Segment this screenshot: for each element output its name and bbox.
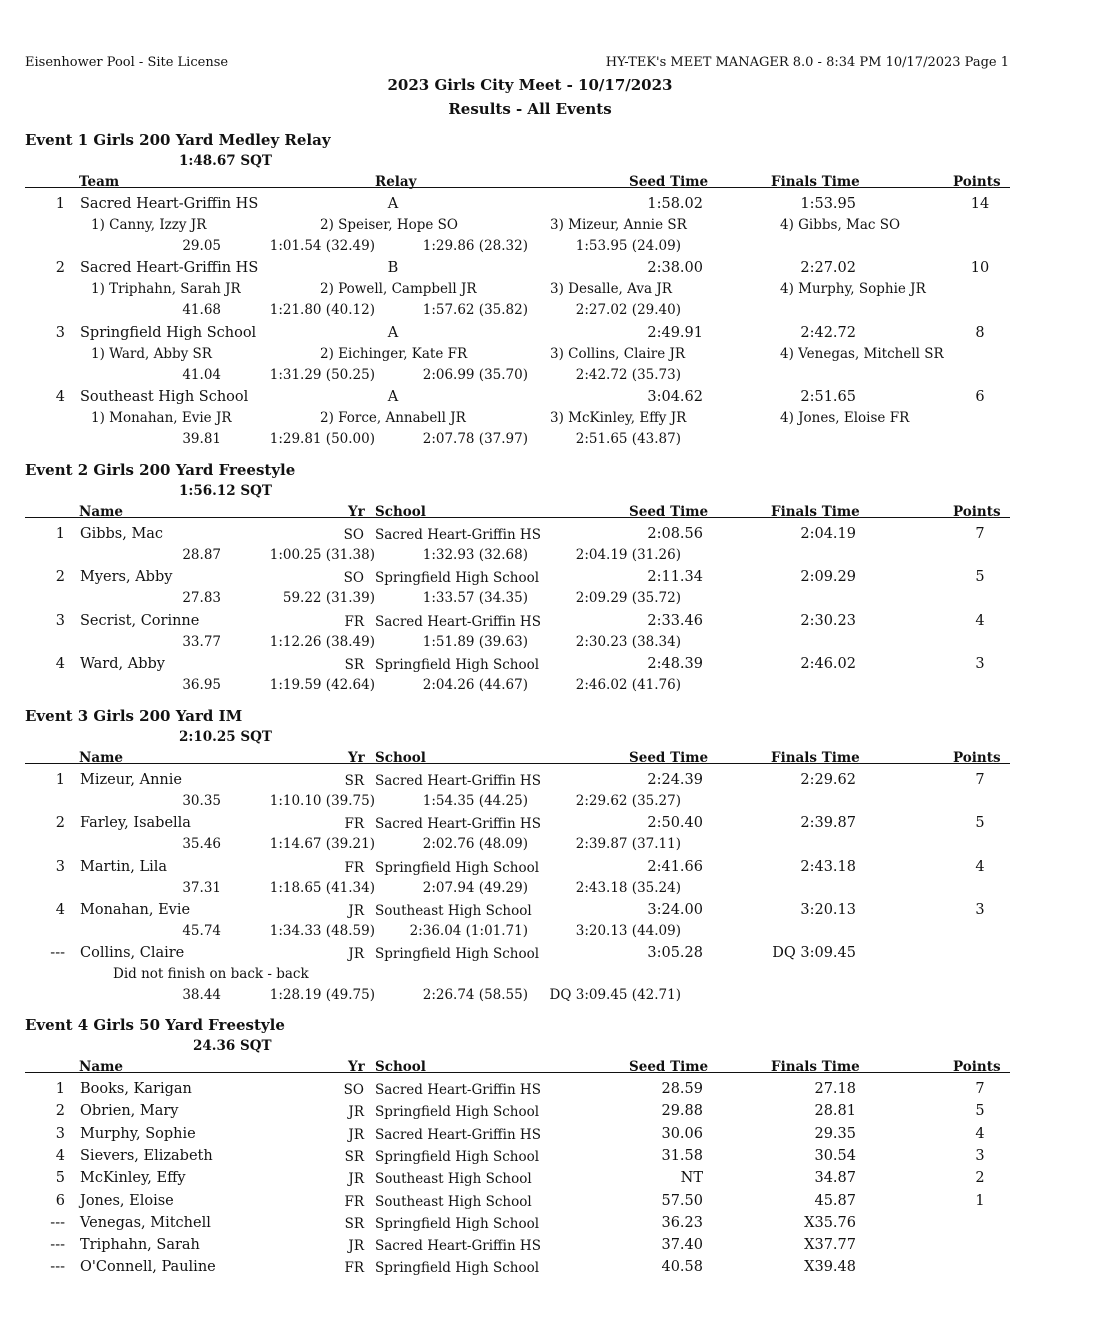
split-time: 2:46.02 (41.76) [575, 676, 681, 693]
points: 5 [975, 815, 985, 832]
school-name: Southeast High School [375, 902, 532, 919]
seed-time: 57.50 [661, 1192, 703, 1209]
site-license: Eisenhower Pool - Site License [25, 55, 229, 70]
split-time: 30.35 [182, 793, 221, 809]
class-year: JR [348, 1126, 364, 1143]
split-time: 2:07.94 (49.29) [422, 879, 528, 896]
points: 4 [975, 1125, 985, 1142]
school-name: Southeast High School [375, 1171, 532, 1188]
column-header-team: Team [79, 174, 120, 190]
column-header-relay: Relay [375, 174, 417, 190]
finals-time: 2:43.18 [800, 858, 856, 875]
split-time: 1:21.80 (40.12) [269, 302, 375, 319]
split-time: 27.83 [182, 590, 221, 607]
school-name: Springfield High School [375, 656, 540, 673]
qualifying-standard: 1:56.12 SQT [179, 483, 272, 499]
split-time: 1:18.65 (41.34) [269, 879, 375, 896]
relay-letter: B [387, 260, 399, 277]
seed-time: NT [680, 1170, 703, 1187]
class-year: SR [344, 1215, 364, 1232]
relay-swimmer: 1) Triphahn, Sarah JR [91, 281, 241, 298]
split-time: 2:43.18 (35.24) [575, 879, 681, 896]
split-time: 36.95 [182, 676, 221, 693]
points: 3 [975, 901, 985, 918]
school-name: Sacred Heart-Griffin HS [375, 1082, 541, 1098]
place: --- [50, 1214, 65, 1231]
relay-swimmer: 3) Desalle, Ava JR [550, 281, 672, 298]
swimmer-name: Books, Karigan [80, 1081, 192, 1097]
finals-time: X39.48 [804, 1259, 856, 1276]
seed-time: 36.23 [661, 1214, 703, 1231]
class-year: FR [344, 1193, 364, 1210]
column-header-finals-time: Finals Time [771, 174, 860, 190]
split-time: 1:10.10 (39.75) [269, 793, 375, 809]
points: 3 [975, 1147, 985, 1164]
school-name: Springfield High School [375, 1260, 540, 1277]
split-time: 59.22 (31.39) [282, 590, 375, 607]
event-title: Event 1 Girls 200 Yard Medley Relay [25, 131, 331, 149]
team-name: Springfield High School [80, 324, 257, 341]
split-time: 37.31 [182, 879, 221, 896]
split-time: 41.04 [182, 366, 221, 383]
seed-time: 30.06 [661, 1125, 703, 1142]
split-time: 1:32.93 (32.68) [422, 547, 528, 563]
points: 10 [970, 260, 990, 277]
class-year: SR [344, 1148, 364, 1165]
finals-time: 29.35 [814, 1125, 856, 1142]
seed-time: 2:08.56 [647, 526, 703, 542]
relay-swimmer: 3) Collins, Claire JR [550, 345, 686, 362]
class-year: FR [344, 1260, 364, 1277]
column-header-points: Points [953, 1059, 1001, 1075]
relay-letter: A [387, 388, 399, 405]
seed-time: 2:49.91 [647, 324, 703, 341]
finals-time: X35.76 [804, 1214, 856, 1231]
school-name: Springfield High School [375, 1104, 540, 1121]
event-title: Event 4 Girls 50 Yard Freestyle [25, 1016, 285, 1034]
split-time: 1:28.19 (49.75) [269, 987, 375, 1004]
relay-swimmer: 2) Force, Annabell JR [320, 409, 466, 426]
class-year: JR [348, 1171, 364, 1188]
place: 2 [55, 1103, 65, 1120]
split-time: 1:31.29 (50.25) [269, 366, 375, 383]
split-time: 2:04.19 (31.26) [575, 547, 681, 563]
team-name: Southeast High School [80, 388, 249, 405]
split-time: 1:51.89 (39.63) [422, 633, 528, 650]
points: 7 [975, 1081, 985, 1097]
school-name: Springfield High School [375, 570, 540, 587]
split-time: 1:54.35 (44.25) [422, 793, 528, 809]
points: 5 [975, 1103, 985, 1120]
school-name: Sacred Heart-Griffin HS [375, 1126, 541, 1143]
seed-time: 2:33.46 [647, 612, 703, 629]
place: 1 [55, 196, 65, 212]
place: 2 [55, 260, 65, 277]
class-year: JR [348, 1104, 364, 1121]
header-rule [25, 517, 1010, 518]
split-time: 1:34.33 (48.59) [269, 922, 375, 939]
school-name: Springfield High School [375, 1215, 540, 1232]
swimmer-name: Martin, Lila [80, 858, 167, 875]
place: 2 [55, 815, 65, 832]
split-time: 2:27.02 (29.40) [575, 302, 681, 319]
column-header-seed-time: Seed Time [629, 1059, 709, 1075]
points: 7 [975, 526, 985, 542]
points: 7 [975, 772, 985, 788]
finals-time: 2:04.19 [800, 526, 856, 542]
column-header-school: School [375, 750, 426, 766]
split-time: DQ 3:09.45 (42.71) [549, 987, 681, 1004]
split-time: 29.05 [182, 238, 221, 254]
place: --- [50, 1259, 65, 1276]
finals-time: 27.18 [814, 1081, 856, 1097]
class-year: FR [344, 816, 364, 833]
split-time: 1:29.81 (50.00) [269, 430, 375, 447]
relay-swimmer: 3) Mizeur, Annie SR [550, 217, 687, 233]
finals-time: 28.81 [814, 1103, 856, 1120]
place: 3 [55, 612, 65, 629]
header-rule [25, 1072, 1010, 1073]
relay-swimmer: 2) Eichinger, Kate FR [320, 345, 468, 362]
school-name: Springfield High School [375, 946, 540, 963]
event-title: Event 3 Girls 200 Yard IM [25, 707, 243, 725]
points: 8 [975, 324, 985, 341]
split-time: 2:26.74 (58.55) [422, 987, 528, 1004]
relay-swimmer: 4) Murphy, Sophie JR [780, 281, 926, 298]
swimmer-name: Ward, Abby [80, 655, 165, 672]
seed-time: 29.88 [661, 1103, 703, 1120]
class-year: JR [348, 902, 364, 919]
split-time: 1:33.57 (34.35) [422, 590, 528, 607]
team-name: Sacred Heart-Griffin HS [80, 260, 259, 277]
relay-swimmer: 2) Powell, Campbell JR [320, 281, 477, 298]
swimmer-name: O'Connell, Pauline [80, 1259, 216, 1276]
points: 14 [970, 196, 990, 212]
split-time: 2:42.72 (35.73) [575, 366, 681, 383]
finals-time: 2:46.02 [800, 655, 856, 672]
split-time: 28.87 [182, 547, 221, 563]
split-time: 2:30.23 (38.34) [575, 633, 681, 650]
school-name: Sacred Heart-Griffin HS [375, 1238, 541, 1255]
column-header-points: Points [953, 174, 1001, 190]
points: 5 [975, 569, 985, 586]
event-title: Event 2 Girls 200 Yard Freestyle [25, 461, 296, 479]
column-header-school: School [375, 1059, 426, 1075]
relay-swimmer: 1) Canny, Izzy JR [91, 217, 207, 233]
relay-swimmer: 1) Monahan, Evie JR [91, 409, 232, 426]
qualifying-standard: 1:48.67 SQT [179, 153, 272, 169]
relay-swimmer: 3) McKinley, Effy JR [550, 409, 687, 426]
finals-time: 2:30.23 [800, 612, 856, 629]
school-name: Springfield High School [375, 859, 540, 876]
team-name: Sacred Heart-Griffin HS [80, 196, 259, 212]
swimmer-name: Murphy, Sophie [80, 1125, 196, 1142]
swimmer-name: Venegas, Mitchell [80, 1214, 211, 1231]
school-name: Sacred Heart-Griffin HS [375, 613, 541, 630]
split-time: 33.77 [182, 633, 221, 650]
column-header-name: Name [79, 1059, 123, 1075]
seed-time: 28.59 [661, 1081, 703, 1097]
place: 6 [55, 1192, 65, 1209]
place: 3 [55, 1125, 65, 1142]
seed-time: 2:38.00 [647, 260, 703, 277]
place: 3 [55, 858, 65, 875]
split-time: 1:01.54 (32.49) [269, 238, 375, 254]
relay-swimmer: 4) Venegas, Mitchell SR [780, 345, 944, 362]
finals-time: 45.87 [814, 1192, 856, 1209]
seed-time: 3:04.62 [647, 388, 703, 405]
split-time: 1:57.62 (35.82) [422, 302, 528, 319]
finals-time: 2:51.65 [800, 388, 856, 405]
swimmer-name: Monahan, Evie [80, 901, 191, 918]
column-header-points: Points [953, 750, 1001, 766]
points: 4 [975, 858, 985, 875]
relay-swimmer: 4) Gibbs, Mac SO [780, 217, 901, 233]
seed-time: 40.58 [661, 1259, 703, 1276]
column-header-name: Name [79, 750, 123, 766]
school-name: Sacred Heart-Griffin HS [375, 816, 541, 833]
split-time: 2:02.76 (48.09) [422, 836, 528, 853]
split-time: 1:53.95 (24.09) [575, 238, 681, 254]
place: 4 [55, 388, 65, 405]
split-time: 1:14.67 (39.21) [269, 836, 375, 853]
class-year: SO [343, 1082, 364, 1098]
seed-time: 2:50.40 [647, 815, 703, 832]
points: 3 [975, 655, 985, 672]
column-header-finals-time: Finals Time [771, 504, 860, 520]
relay-swimmer: 4) Jones, Eloise FR [780, 409, 910, 426]
seed-time: 2:11.34 [647, 569, 703, 586]
split-time: 2:39.87 (37.11) [575, 836, 681, 853]
seed-time: 3:24.00 [647, 901, 703, 918]
swimmer-name: Mizeur, Annie [80, 772, 182, 788]
software-stamp: HY-TEK's MEET MANAGER 8.0 - 8:34 PM 10/17/2023 Page 1 [605, 55, 1009, 70]
class-year: SO [343, 570, 364, 587]
column-header-name: Name [79, 504, 123, 520]
school-name: Southeast High School [375, 1193, 532, 1210]
finals-time: 30.54 [814, 1147, 856, 1164]
relay-letter: A [387, 324, 399, 341]
column-header-school: School [375, 504, 426, 520]
place: 1 [55, 772, 65, 788]
split-time: 2:09.29 (35.72) [575, 590, 681, 607]
finals-time: 2:29.62 [800, 772, 856, 788]
split-time: 45.74 [182, 922, 221, 939]
seed-time: 2:48.39 [647, 655, 703, 672]
finals-time: 2:42.72 [800, 324, 856, 341]
split-time: 38.44 [182, 987, 221, 1004]
place: 2 [55, 569, 65, 586]
column-header-finals-time: Finals Time [771, 750, 860, 766]
class-year: SR [344, 773, 364, 789]
swimmer-name: Collins, Claire [80, 945, 185, 962]
place: 5 [55, 1170, 65, 1187]
seed-time: 2:41.66 [647, 858, 703, 875]
split-time: 41.68 [182, 302, 221, 319]
header-rule [25, 187, 1010, 188]
column-header-yr: Yr [348, 1059, 365, 1075]
column-header-seed-time: Seed Time [629, 174, 709, 190]
seed-time: 3:05.28 [647, 945, 703, 962]
split-time: 2:04.26 (44.67) [422, 676, 528, 693]
qualifying-standard: 24.36 SQT [193, 1038, 272, 1054]
split-time: 35.46 [182, 836, 221, 853]
split-time: 2:29.62 (35.27) [575, 793, 681, 809]
seed-time: 37.40 [661, 1237, 703, 1254]
place: 1 [55, 526, 65, 542]
swimmer-name: Jones, Eloise [80, 1192, 174, 1209]
split-time: 1:12.26 (38.49) [269, 633, 375, 650]
class-year: FR [344, 613, 364, 630]
split-time: 2:06.99 (35.70) [422, 366, 528, 383]
place: --- [50, 945, 65, 962]
finals-time: 34.87 [814, 1170, 856, 1187]
place: --- [50, 1237, 65, 1254]
place: 4 [55, 901, 65, 918]
swimmer-name: Triphahn, Sarah [80, 1237, 200, 1254]
points: 1 [975, 1192, 985, 1209]
swimmer-name: Secrist, Corinne [80, 612, 200, 629]
finals-time: 2:39.87 [800, 815, 856, 832]
class-year: JR [348, 1238, 364, 1255]
place: 3 [55, 324, 65, 341]
school-name: Springfield High School [375, 1148, 540, 1165]
finals-time: X37.77 [804, 1237, 856, 1254]
class-year: SR [344, 656, 364, 673]
report-subtitle: Results - All Events [448, 100, 612, 118]
dq-reason: Did not finish on back - back [113, 966, 309, 983]
split-time: 3:20.13 (44.09) [575, 922, 681, 939]
swimmer-name: Farley, Isabella [80, 815, 191, 832]
seed-time: 1:58.02 [647, 196, 703, 212]
seed-time: 31.58 [661, 1147, 703, 1164]
school-name: Sacred Heart-Griffin HS [375, 527, 541, 543]
finals-time: 3:20.13 [800, 901, 856, 918]
seed-time: 2:24.39 [647, 772, 703, 788]
place: 1 [55, 1081, 65, 1097]
finals-time: 2:27.02 [800, 260, 856, 277]
points: 6 [975, 388, 985, 405]
swimmer-name: Obrien, Mary [80, 1103, 179, 1120]
finals-time: DQ 3:09.45 [772, 945, 856, 962]
column-header-seed-time: Seed Time [629, 504, 709, 520]
column-header-yr: Yr [348, 750, 365, 766]
split-time: 1:29.86 (28.32) [422, 238, 528, 254]
relay-swimmer: 1) Ward, Abby SR [91, 345, 212, 362]
split-time: 2:51.65 (43.87) [575, 430, 681, 447]
swimmer-name: McKinley, Effy [80, 1170, 186, 1187]
column-header-finals-time: Finals Time [771, 1059, 860, 1075]
points: 2 [975, 1170, 985, 1187]
class-year: FR [344, 859, 364, 876]
split-time: 1:00.25 (31.38) [269, 547, 375, 563]
points: 4 [975, 612, 985, 629]
split-time: 2:36.04 (1:01.71) [409, 922, 528, 939]
swimmer-name: Myers, Abby [80, 569, 173, 586]
column-header-yr: Yr [348, 504, 365, 520]
relay-letter: A [387, 196, 399, 212]
split-time: 39.81 [182, 430, 221, 447]
column-header-points: Points [953, 504, 1001, 520]
school-name: Sacred Heart-Griffin HS [375, 773, 541, 789]
split-time: 1:19.59 (42.64) [269, 676, 375, 693]
place: 4 [55, 655, 65, 672]
header-rule [25, 763, 1010, 764]
column-header-seed-time: Seed Time [629, 750, 709, 766]
qualifying-standard: 2:10.25 SQT [179, 729, 272, 745]
swimmer-name: Sievers, Elizabeth [80, 1147, 213, 1164]
class-year: SO [343, 527, 364, 543]
place: 4 [55, 1147, 65, 1164]
class-year: JR [348, 946, 364, 963]
split-time: 2:07.78 (37.97) [422, 430, 528, 447]
finals-time: 1:53.95 [800, 196, 856, 212]
meet-title: 2023 Girls City Meet - 10/17/2023 [387, 76, 673, 94]
finals-time: 2:09.29 [800, 569, 856, 586]
swimmer-name: Gibbs, Mac [80, 526, 164, 542]
relay-swimmer: 2) Speiser, Hope SO [320, 217, 458, 233]
